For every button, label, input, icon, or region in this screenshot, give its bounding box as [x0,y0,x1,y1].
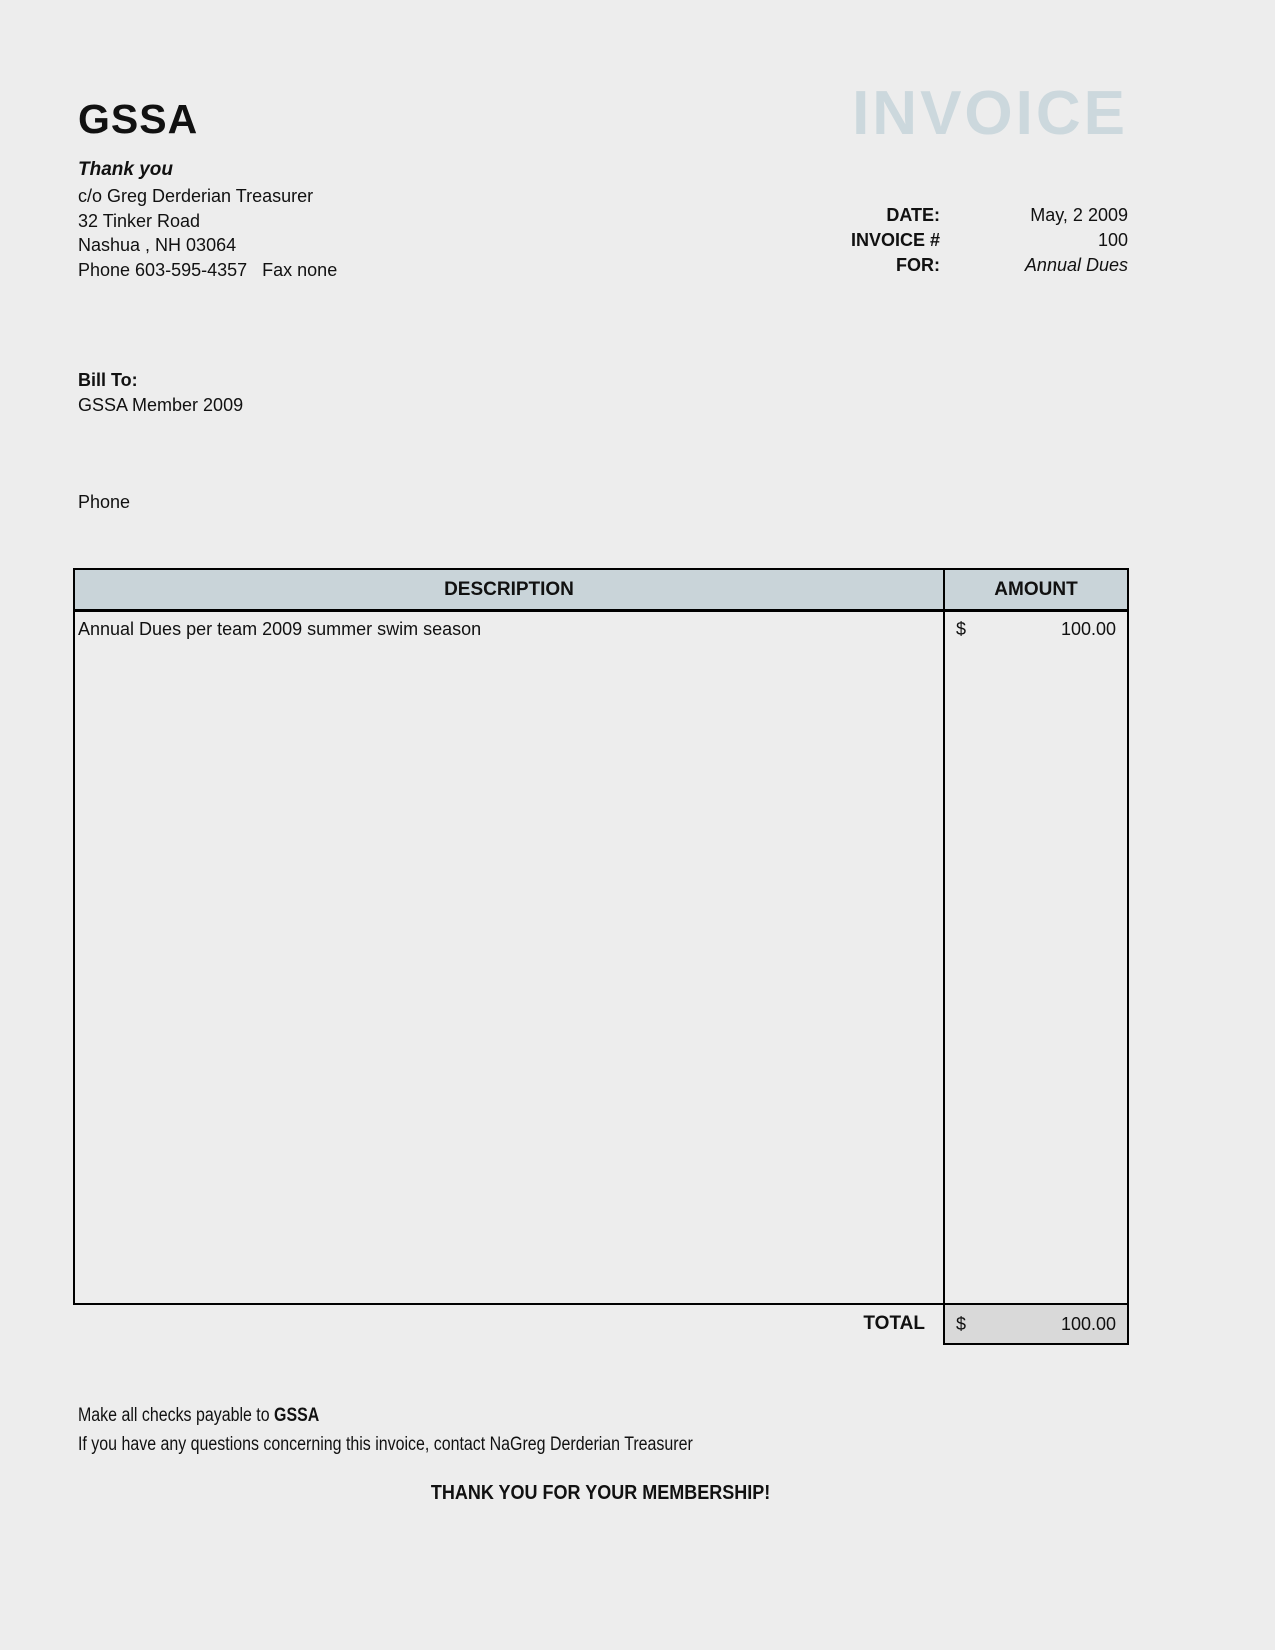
invoice-number-value: 100 [1097,230,1128,250]
invoice-number-label: INVOICE # [850,230,940,250]
date-label: DATE: [886,205,940,225]
meta-row-invoice-number [700,228,1128,253]
bill-to-block [78,368,243,418]
line-items-table [73,568,1129,1305]
for-label: FOR: [896,255,940,275]
address-line-phone-fax: Phone 603-595-4357 Fax none [78,259,338,280]
company-tagline: Thank you [78,159,174,180]
table-body [75,612,1127,1303]
bill-to-name: GSSA Member 2009 [78,395,244,415]
questions-line [78,1430,810,1459]
address-line-care-of: c/o Greg Derderian Treasurer [78,186,314,206]
questions-contact-name: Greg Derderian Treasurer [510,1434,693,1455]
line-item-description: Annual Dues per team 2009 summer swim season [75,612,945,1303]
address-line-city: Nashua , NH 03064 [78,235,237,256]
invoice-meta [700,203,1128,278]
company-address [78,184,337,282]
meta-row-for [700,253,1128,278]
thanks-line-wrap [73,1482,1129,1505]
thanks-line: THANK YOU FOR YOUR MEMBERSHIP! [431,1482,771,1504]
company-block [78,96,337,282]
meta-row-date [700,203,1128,228]
line-item-amount-cell [945,612,1127,1303]
bill-to-phone-label: Phone [78,492,131,512]
questions-text-wrap [78,1430,693,1459]
checks-payable-text [78,1401,319,1430]
footer-notes [78,1401,810,1459]
total-amount-cell [943,1303,1129,1345]
total-label: TOTAL [863,1313,925,1334]
currency-symbol: $ [956,619,967,639]
checks-payable-payee: GSSA [274,1405,320,1426]
checks-payable-line [78,1401,810,1430]
line-item-amount: 100.00 [1060,619,1116,639]
address-line-street: 32 Tinker Road [78,210,201,231]
bill-to-label: Bill To: [78,370,138,390]
questions-text: If you have any questions concerning this invoice, contact Na [78,1434,511,1455]
description-column-header: DESCRIPTION [75,570,945,609]
total-currency-symbol: $ [956,1313,967,1334]
table-header-row [75,570,1127,612]
total-amount: 100.00 [1060,1313,1116,1334]
company-name: GSSA [78,96,199,142]
amount-column-header: AMOUNT [994,578,1078,600]
checks-payable-prefix: Make all checks payable to [78,1405,275,1426]
for-value: Annual Dues [1024,255,1128,275]
total-row [73,1303,1129,1345]
date-value: May, 2 2009 [1030,205,1128,225]
invoice-title: INVOICE [852,79,1128,148]
